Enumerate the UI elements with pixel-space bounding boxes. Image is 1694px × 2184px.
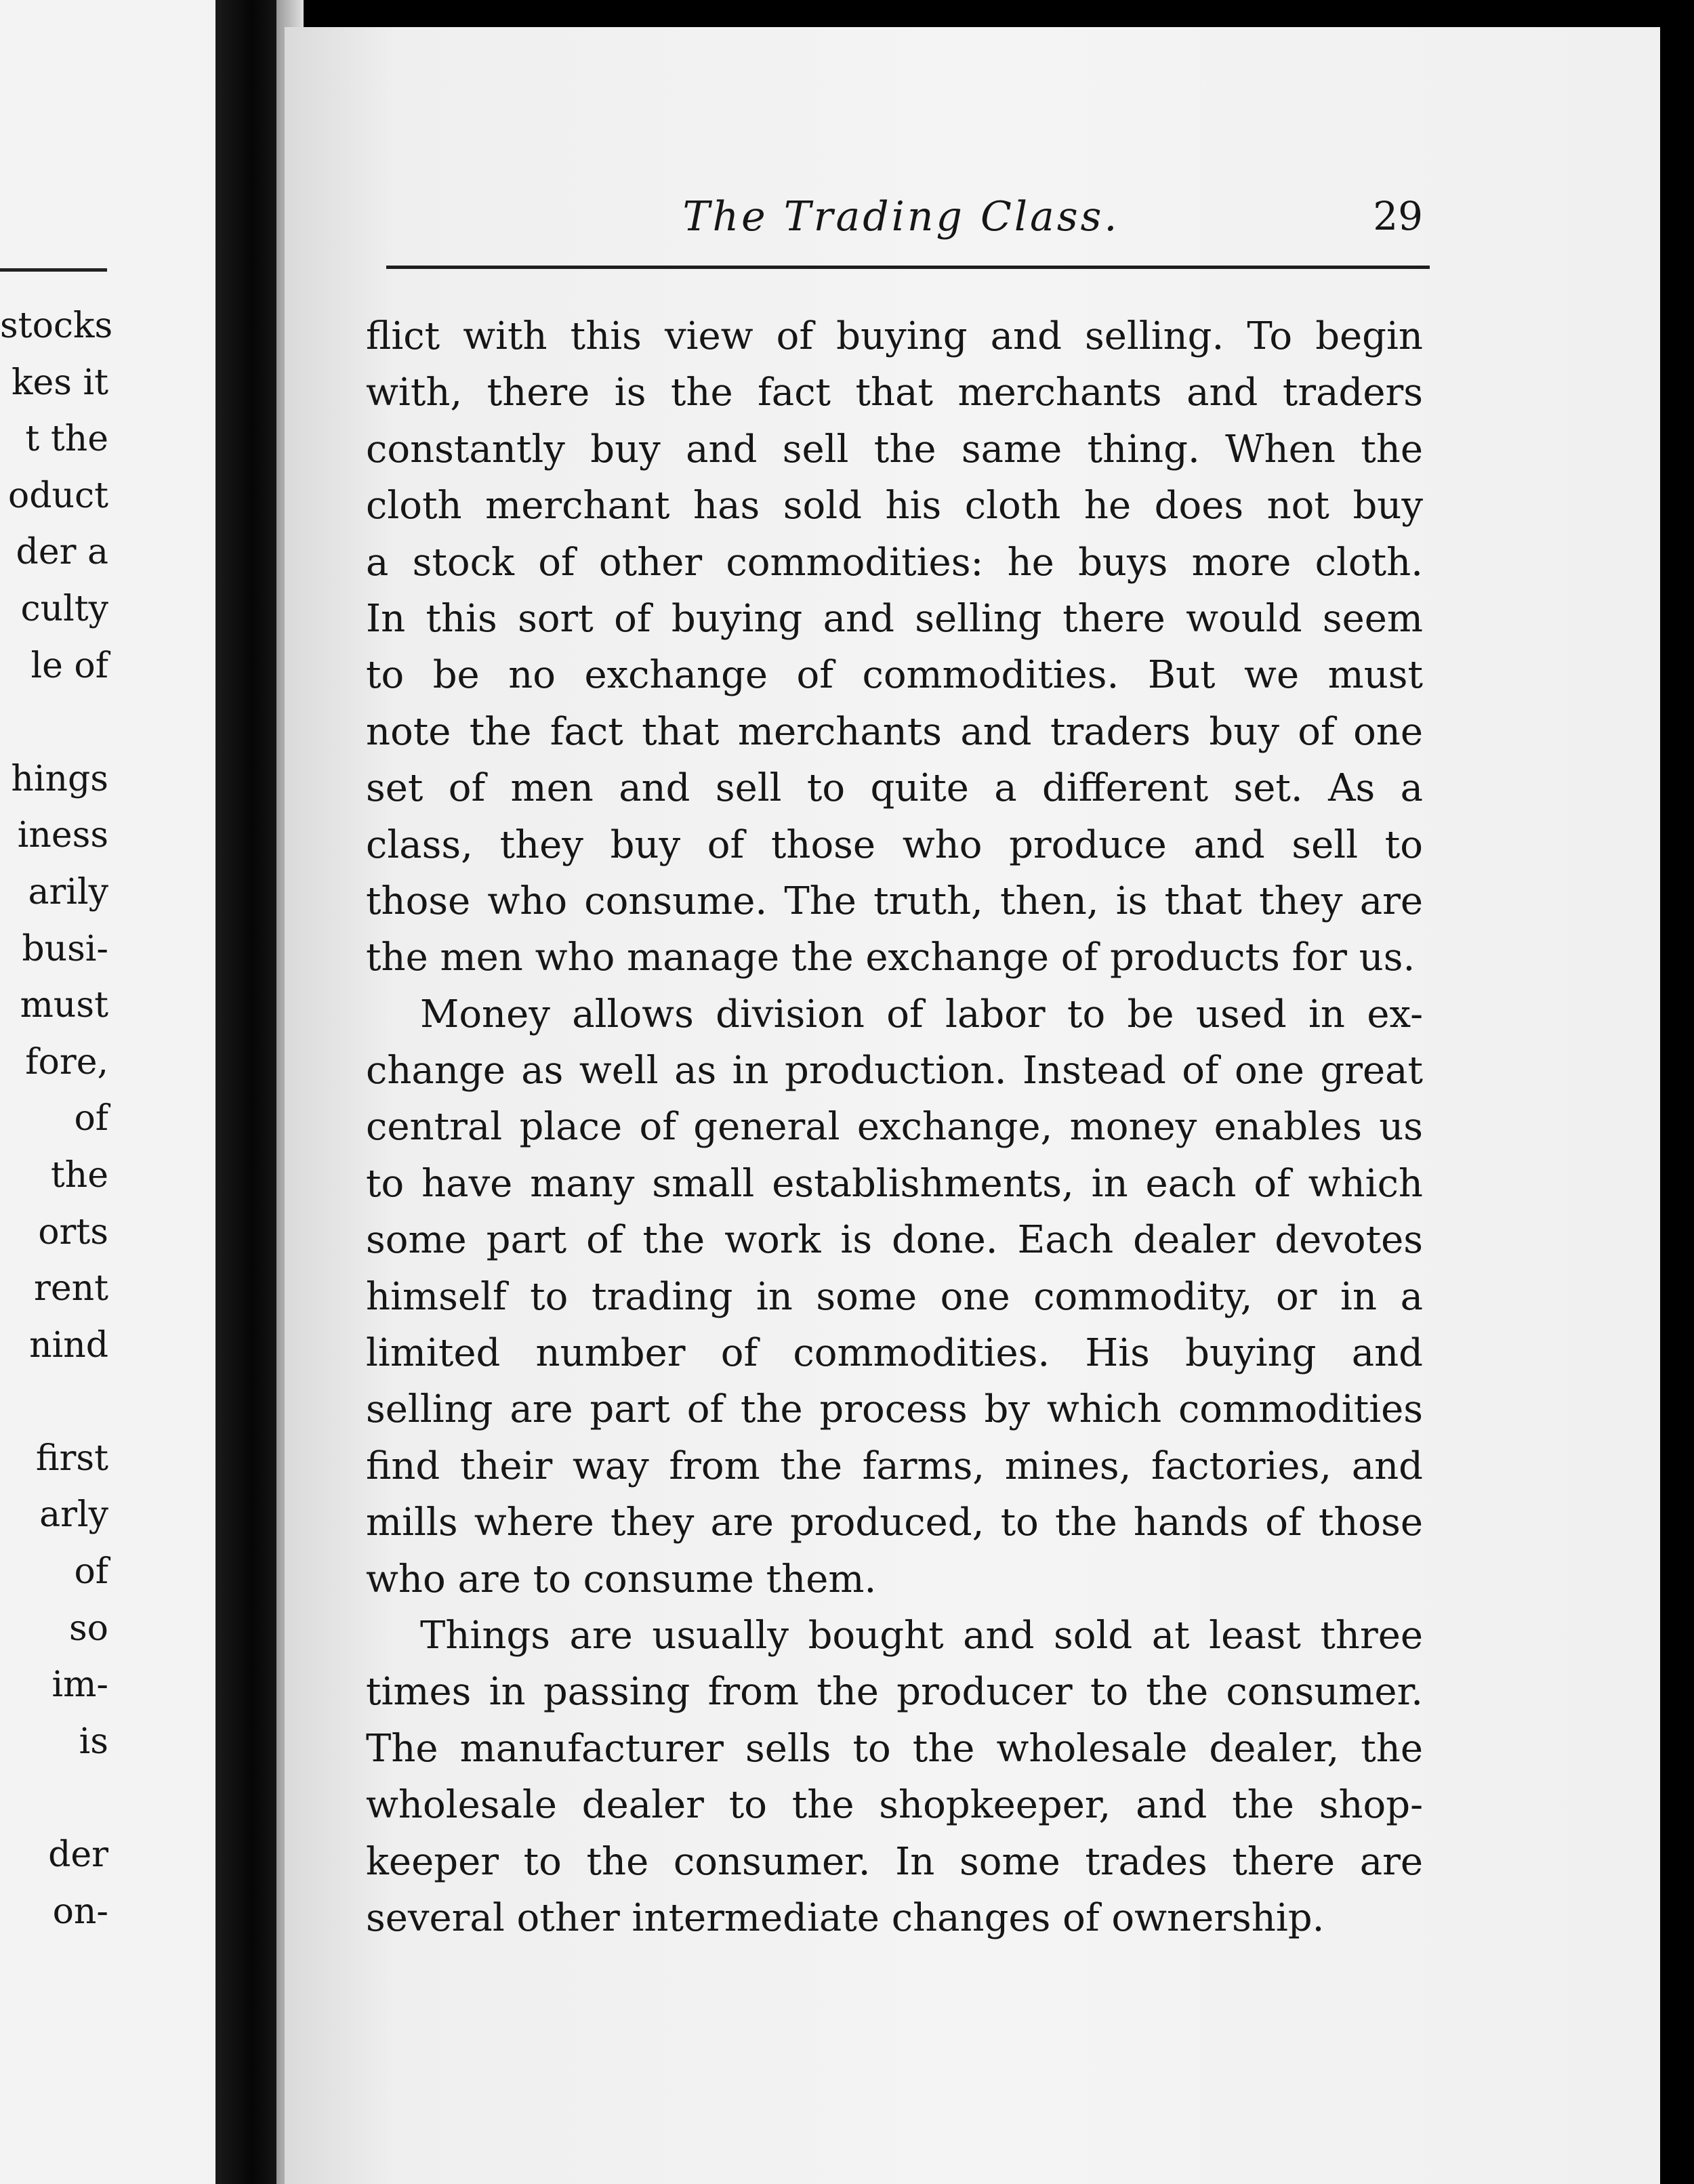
text-line: class, they buy of those who produce and sell to — [366, 822, 1423, 867]
facing-page-line: arly — [39, 1494, 108, 1536]
body-text — [366, 308, 1423, 1946]
facing-page-line: im- — [51, 1664, 108, 1706]
page-number: 29 — [1373, 193, 1423, 239]
running-head — [379, 193, 1423, 261]
running-title: The Trading Class. — [682, 193, 1120, 240]
text-line: the men who manage the exchange of products for us. — [366, 936, 1416, 980]
text-line: Money allows division of labor to be used in ex- — [420, 992, 1423, 1036]
text-line: note the fact that merchants and traders buy of one — [366, 709, 1423, 754]
text-line: mills where they are produced, to the hands of those — [366, 1500, 1423, 1545]
text-line: some part of the work is done. Each dealer devotes — [366, 1218, 1423, 1263]
facing-page-line: of — [74, 1098, 108, 1139]
facing-page-text — [0, 298, 113, 1940]
text-line: keeper to the consumer. In some trades there are — [366, 1839, 1423, 1884]
facing-page-line: der — [48, 1834, 108, 1876]
paragraph — [366, 986, 1423, 1608]
text-line: a stock of other commodities: he buys more cloth. — [366, 540, 1423, 585]
facing-page-line — [0, 694, 108, 751]
text-line: times in passing from the producer to the consumer. — [366, 1670, 1423, 1715]
header-rule — [386, 266, 1430, 269]
text-line: cloth merchant has sold his cloth he does not buy — [366, 484, 1423, 528]
text-line: Things are usually bought and sold at least three — [420, 1613, 1423, 1658]
text-line: selling are part of the process by which commodities — [366, 1387, 1423, 1432]
text-line: set of men and sell to quite a different set. As a — [366, 766, 1423, 811]
facing-page-line: hings — [11, 758, 108, 799]
text-line: who are to consume them. — [366, 1557, 877, 1601]
facing-page-line: busi- — [22, 928, 108, 969]
text-line: with, there is the fact that merchants and traders — [366, 371, 1423, 415]
text-line: several other intermediate changes of ownership. — [366, 1895, 1325, 1940]
text-line: In this sort of buying and selling there would seem — [366, 596, 1423, 641]
facing-page-line: stocks — [0, 306, 113, 346]
facing-page-line — [0, 1770, 108, 1827]
facing-page-line — [0, 1374, 108, 1431]
facing-page-line: der a — [16, 532, 108, 573]
text-line: flict with this view of buying and selling. To begin — [366, 314, 1423, 358]
facing-page-line: rent — [33, 1268, 108, 1309]
facing-page-line: le of — [30, 645, 108, 686]
text-line: constantly buy and sell the same thing. When the — [366, 427, 1423, 471]
text-line: change as well as in production. Instead of one great — [366, 1049, 1423, 1093]
facing-page-line: kes it — [11, 362, 108, 403]
facing-page-line: must — [20, 985, 108, 1026]
paragraph — [366, 308, 1423, 986]
text-line: limited number of commodities. His buying and — [366, 1331, 1423, 1376]
facing-page-line: orts — [38, 1211, 108, 1253]
facing-page-line: arily — [28, 871, 108, 912]
facing-page-line: so — [69, 1608, 108, 1649]
facing-page-line: nind — [29, 1324, 108, 1366]
facing-page-line: fore, — [25, 1041, 108, 1083]
facing-page-line: iness — [17, 815, 108, 856]
facing-page-line: culty — [20, 588, 108, 629]
facing-page-line: the — [50, 1154, 108, 1196]
book-gutter — [215, 0, 276, 2184]
text-line: wholesale dealer to the shopkeeper, and the shop- — [366, 1783, 1423, 1828]
text-line: to be no exchange of commodities. But we must — [366, 653, 1423, 698]
text-line: to have many small establishments, in each of which — [366, 1161, 1423, 1206]
facing-page-line: of — [74, 1551, 108, 1593]
paragraph — [366, 1608, 1423, 1946]
facing-page-line: on- — [52, 1891, 108, 1932]
facing-page-rule — [0, 268, 107, 272]
text-line: central place of general exchange, money enables us — [366, 1105, 1423, 1150]
facing-page-line: is — [79, 1721, 108, 1762]
facing-page — [0, 0, 215, 2184]
facing-page-line: first — [35, 1437, 108, 1479]
text-line: The manufacturer sells to the wholesale dealer, the — [366, 1726, 1423, 1771]
text-line: those who consume. The truth, then, is that they are — [366, 879, 1423, 923]
facing-page-line: t the — [25, 419, 108, 460]
facing-page-line: oduct — [7, 475, 108, 516]
text-line: himself to trading in some one commodity, or in a — [366, 1274, 1423, 1319]
text-line: find their way from the farms, mines, factories, and — [366, 1444, 1423, 1488]
